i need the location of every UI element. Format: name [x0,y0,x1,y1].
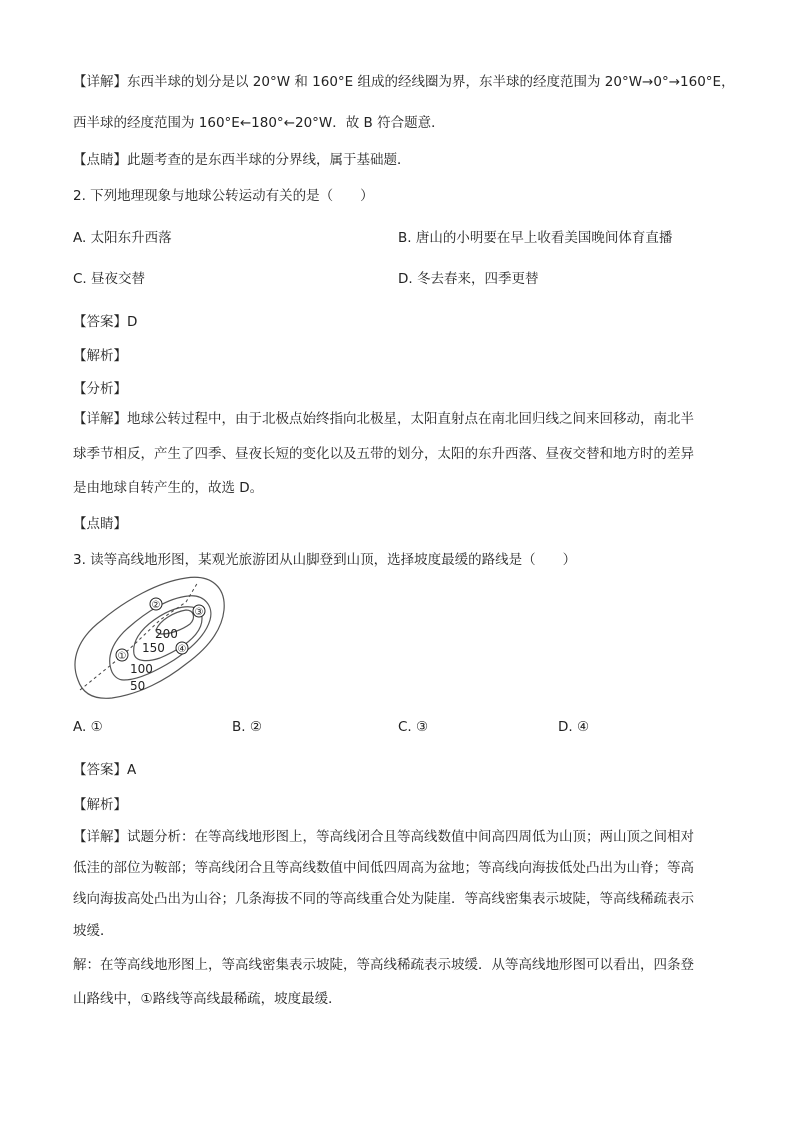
contour-map-svg [70,568,230,706]
contour-map-figure [70,568,230,706]
q3-explanation-line-2: 低洼的部位为鞍部；等高线闭合且等高线数值中间低四周高为盆地；等高线向海拔低处凸出为山脊；等高 [73,860,694,876]
route-marker-2 [150,598,162,611]
contour-label-50: 50 [130,679,146,693]
q3-solution-line-2: 山路线中，①路线等高线最稀疏，坡度最缓． [73,991,342,1007]
contour-label-150: 150 [142,641,165,655]
q2-explanation-line-3: 是由地球自转产生的，故选 D。 [73,480,264,496]
q2-option-a: A. 太阳东升西落 [73,230,172,246]
svg-text:①: ① [117,651,127,662]
svg-text:③: ③ [194,607,204,618]
q2-explanation-line-1: 【详解】地球公转过程中，由于北极点始终指向北极星，太阳直射点在南北回归线之间来回移动，南北半 [73,411,694,427]
svg-text:④: ④ [177,644,187,655]
q2-answer: 【答案】D [73,314,138,330]
q2-explanation-line-2: 球季节相反，产生了四季、昼夜长短的变化以及五带的划分，太阳的东升西落、昼夜交替和地方时的差异 [73,446,694,462]
q2-option-b: B. 唐山的小明要在早上收看美国晚间体育直播 [398,230,673,246]
q3-explanation-line-3: 线向海拔高处凸出为山谷；几条海拔不同的等高线重合处为陡崖．等高线密集表示坡陡，等高线稀疏表示 [73,891,694,907]
q1-explanation-line-1: 【详解】东西半球的划分是以 20°W 和 160°E 组成的经线圈为界，东半球的经度范围为 20°W→0°→160°E， [73,74,735,90]
q2-fenxi-heading: 【分析】 [73,381,127,397]
contour-label-100: 100 [130,662,153,676]
q3-option-d: D. ④ [558,719,590,735]
q3-option-c: C. ③ [398,719,429,735]
q3-analysis-heading: 【解析】 [73,797,127,813]
q3-option-b: B. ② [232,719,262,735]
q2-option-c: C. 昼夜交替 [73,271,146,287]
q2-analysis-heading: 【解析】 [73,348,127,364]
contour-line-50 [75,577,224,698]
route-marker-3 [193,605,205,618]
q1-comment: 【点睛】此题考查的是东西半球的分界线，属于基础题． [73,152,411,168]
q2-stem: 2. 下列地理现象与地球公转运动有关的是（ ） [73,188,374,204]
route-marker-1 [116,649,128,662]
contour-label-200: 200 [155,627,178,641]
q3-explanation-line-4: 坡缓． [73,923,114,939]
route-marker-4 [176,642,188,655]
q3-option-a: A. ① [73,719,103,735]
q1-explanation-line-2: 西半球的经度范围为 160°E←180°←20°W．故 B 符合题意． [73,115,445,131]
q3-solution-line-1: 解：在等高线地形图上，等高线密集表示坡陡，等高线稀疏表示坡缓．从等高线地形图可以看出，四条登 [73,957,694,973]
q2-comment: 【点睛】 [73,516,127,532]
q3-explanation-line-1: 【详解】试题分析：在等高线地形图上，等高线闭合且等高线数值中间高四周低为山顶；两山顶之间相对 [73,829,694,845]
q3-stem: 3. 读等高线地形图，某观光旅游团从山脚登到山顶，选择坡度最缓的路线是（ ） [73,552,577,568]
q3-answer: 【答案】A [73,762,137,778]
q2-option-d: D. 冬去春来，四季更替 [398,271,539,287]
svg-text:②: ② [151,600,161,611]
